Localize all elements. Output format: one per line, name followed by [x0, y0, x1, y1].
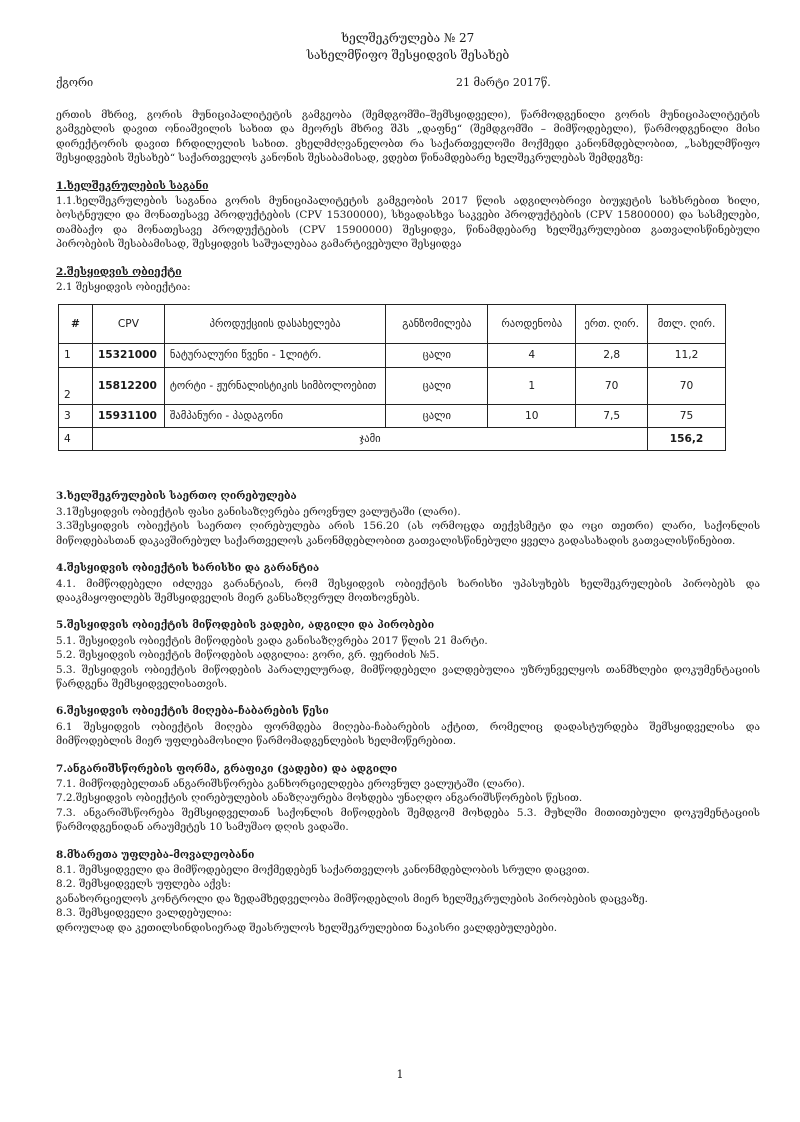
- row-total-price: 75: [648, 405, 726, 428]
- section-6: [56, 704, 760, 748]
- row-number: 3: [59, 405, 93, 428]
- row-unit: ცალი: [386, 344, 488, 368]
- section-7: [56, 762, 760, 835]
- intro-paragraph: ერთის მხრივ, გორის მუნიციპალიტეტის გამგეობა (შემდგომში–შემსყიდველი), წარმოდგენილი გორის მუნიციპალიტეტის გამგებლის დავით ონიაშვილის სახით და მეორეს მხრივ შპს „დაფნე“ (შემდგომში – მიმწოდებელი), წარმოდგენილი მისი დირექტორის დავით ჩრდილელის სახით. ვხელმძღვანელობთ რა საქართველოში მოქმედი კანონმდებლობით, „სახელმწიფო შესყიდვების შესახებ“ საქართველოს კანონის შესაბამისად, ვდებთ წინამდებარე ხელშეკრულებას შემდეგზე:: [56, 109, 760, 165]
- header-cell-unit-price: ერთ. ღირ.: [576, 305, 648, 344]
- section-8-heading: 8.მხარეთა უფლება-მოვალეობანი: [56, 848, 255, 861]
- row-unit-price: 2,8: [576, 344, 648, 368]
- section-5-heading: 5.შესყიდვის ობიექტის მიწოდების ვადები, ადგილი და პირობები: [56, 619, 435, 632]
- section-1: [56, 179, 760, 252]
- section-8: [56, 848, 760, 935]
- row-unit-price: 70: [576, 368, 648, 405]
- row-total-price: 70: [648, 368, 726, 405]
- row-unit: ცალი: [386, 368, 488, 405]
- row-number: 1: [59, 344, 93, 368]
- table-header-row: [59, 305, 726, 344]
- row-product-name: შამპანური - პადაგონი: [164, 405, 385, 428]
- section-1-heading: 1.ხელშეკრულების საგანი: [56, 179, 209, 192]
- total-row-number: 4: [59, 428, 93, 451]
- section-2-paragraph-1: 2.1 შესყიდვის ობიექტია:: [56, 281, 191, 294]
- page-number: 1: [396, 1068, 404, 1081]
- section-8-paragraph-5: დროულად და კეთილსინდისიერად შეასრულოს ხელშეკრულებით ნაკისრი ვალდებულებები.: [56, 921, 558, 934]
- section-5-paragraph-2: 5.2. შესყიდვის ობიექტის მიწოდების ადგილია: გორი, გრ. ფერიძის №5.: [56, 649, 440, 662]
- place-date-line: [56, 76, 760, 94]
- section-3: [56, 489, 760, 548]
- row-number: 2: [59, 368, 93, 405]
- total-value: 156,2: [648, 428, 726, 451]
- section-7-paragraph-2: 7.2.შესყიდვის ობიექტის ღირებულების ანაზღაურება მოხდება უნაღდო ანგარიშსწორების წესით.: [56, 792, 583, 805]
- row-quantity: 10: [488, 405, 576, 428]
- table-row: [59, 405, 726, 428]
- title-line-2: სახელმწიფო შესყიდვის შესახებ: [306, 48, 510, 62]
- total-label: ჯამი: [92, 428, 647, 451]
- row-cpv: 15812200: [92, 368, 164, 405]
- section-2: [56, 265, 760, 452]
- section-8-paragraph-1: 8.1. შემსყიდველი და მიმწოდებელი მოქმედებენ საქართველოს კანონმდებლობის სრული დაცვით.: [56, 864, 590, 876]
- header-cell-product-name: პროდუქციის დასახელება: [164, 305, 385, 344]
- section-1-paragraph-1: 1.1.ხელშეკრულების საგანია გორის მუნიციპალიტეტის გამგეობის 2017 წლის ადგილობრივი ბიუჯეტის სახსრებით ხილი, ბოსტნეული და მონათესავე პროდუქტების (CPV 15300000), სხვადასხვა საკვები პროდუქტების (CPV 15800000) და სასმელები, თამბაქო და მონათესავე პროდუქტების (CPV 15900000) შესყიდვა, წინამდებარე ხელშეკრულებით გათვალისწინებული პირობების შესაბამისად, შესყიდვის საშუალებაა გამარტივებული შესყიდვა: [56, 195, 760, 251]
- row-total-price: 11,2: [648, 344, 726, 368]
- header-cell-number: #: [59, 305, 93, 344]
- section-4-paragraph-1: 4.1. მიმწოდებელი იძლევა გარანტიას, რომ შესყიდვის ობიექტის ხარისხი უპასუხებს ხელშეკრულების პირობებს და დააკმაყოფილებს შემსყიდველის მიერ განსაზღვრულ მოთხოვნებს.: [56, 577, 760, 604]
- section-5: [56, 618, 760, 691]
- section-3-heading: 3.ხელშეკრულების საერთო ღირებულება: [56, 490, 297, 503]
- row-product-name: ტორტი - ჟურნალისტიკის სიმბოლოებით: [164, 368, 385, 405]
- row-quantity: 1: [488, 368, 576, 405]
- city: ქგორი: [56, 76, 94, 89]
- section-7-paragraph-1: 7.1. მიმწოდებელთან ანგარიშსწორება განხორციელდება ეროვნულ ვალუტაში (ლარი).: [56, 777, 525, 790]
- header-cell-cpv: CPV: [92, 305, 164, 344]
- section-4: [56, 561, 760, 605]
- section-8-paragraph-2: 8.2. შემსყიდველს უფლება აქვს:: [56, 878, 231, 891]
- section-5-paragraph-3: 5.3. შესყიდვის ობიექტის მიწოდების პარალელურად, მიმწოდებელი ვალდებულია უზრუნველყოს თანმხლები დოკუმენტაციის წარდგენა შემსყიდველისათვის.: [56, 663, 760, 690]
- row-unit: ცალი: [386, 405, 488, 428]
- table-total-row: [59, 428, 726, 451]
- row-quantity: 4: [488, 344, 576, 368]
- section-5-paragraph-1: 5.1. შესყიდვის ობიექტის მიწოდების ვადა განისაზღვრება 2017 წლის 21 მარტი.: [56, 634, 488, 647]
- section-2-heading: 2.შესყიდვის ობიექტი: [56, 265, 182, 278]
- section-3-paragraph-1: 3.1შესყიდვის ობიექტის ფასი განისაზღვრება ეროვნულ ვალუტაში (ლარი).: [56, 505, 461, 518]
- section-3-paragraph-2: 3.3შესყიდვის ობიექტის საერთო ღირებულება არის 156.20 (ას ორმოცდა თექვსმეტი და ოცი თეთრი) ლარი, საქონლის მიწოდებასთან დაკავშირებულ საქართველოს კანონმდებლობით გათვალისწინებული ყველა გადასახადის გათვალისწინებით.: [56, 520, 760, 547]
- section-6-paragraph-1: 6.1 შესყიდვის ობიექტის მიღება ფორმდება მიღება-ჩაბარების აქტით, რომელიც დადასტურდება შემსყიდველისა და მიმწოდებლის მიერ უფლებამოსილი წარმომადგენლების ხელმოწერებით.: [56, 720, 760, 748]
- table-row: [59, 344, 726, 368]
- row-cpv: 15321000: [92, 344, 164, 368]
- row-unit-price: 7,5: [576, 405, 648, 428]
- row-cpv: 15931100: [92, 405, 164, 428]
- document-title: [56, 30, 760, 64]
- row-product-name: ნატურალური წვენი - 1ლიტრ.: [164, 344, 385, 368]
- header-cell-unit: განზომილება: [386, 305, 488, 344]
- header-cell-total-price: მთლ. ღირ.: [648, 305, 726, 344]
- title-line-1: ხელშეკრულება № 27: [341, 31, 475, 45]
- section-8-paragraph-3: განახორციელოს კონტროლი და ზედამხედველობა მიმწოდებლის მიერ ხელშეკრულების პირობების დაცვაზე.: [56, 892, 648, 905]
- section-4-heading: 4.შესყიდვის ობიექტის ხარისხი და გარანტია: [56, 562, 320, 575]
- table-row: [59, 368, 726, 405]
- items-table: [58, 304, 726, 451]
- header-cell-quantity: რაოდენობა: [488, 305, 576, 344]
- contract-date: 21 მარტი 2017წ.: [456, 76, 551, 89]
- section-6-heading: 6.შესყიდვის ობიექტის მიღება-ჩაბარების წესი: [56, 705, 329, 718]
- section-7-paragraph-3: 7.3. ანგარიშსწორება შემსყიდველთან საქონლის მიწოდების შემდგომ მოხდება 5.3. მუხლში მითითებული დოკუმენტაციის წარმოდგენიდან არაუმეტეს 10 სამუშაო დღის ვადაში.: [56, 806, 760, 834]
- section-8-paragraph-4: 8.3. შემსყიდველი ვალდებულია:: [56, 907, 232, 920]
- section-7-heading: 7.ანგარიშსწორების ფორმა, გრაფიკი (ვადები) და ადგილი: [56, 762, 398, 775]
